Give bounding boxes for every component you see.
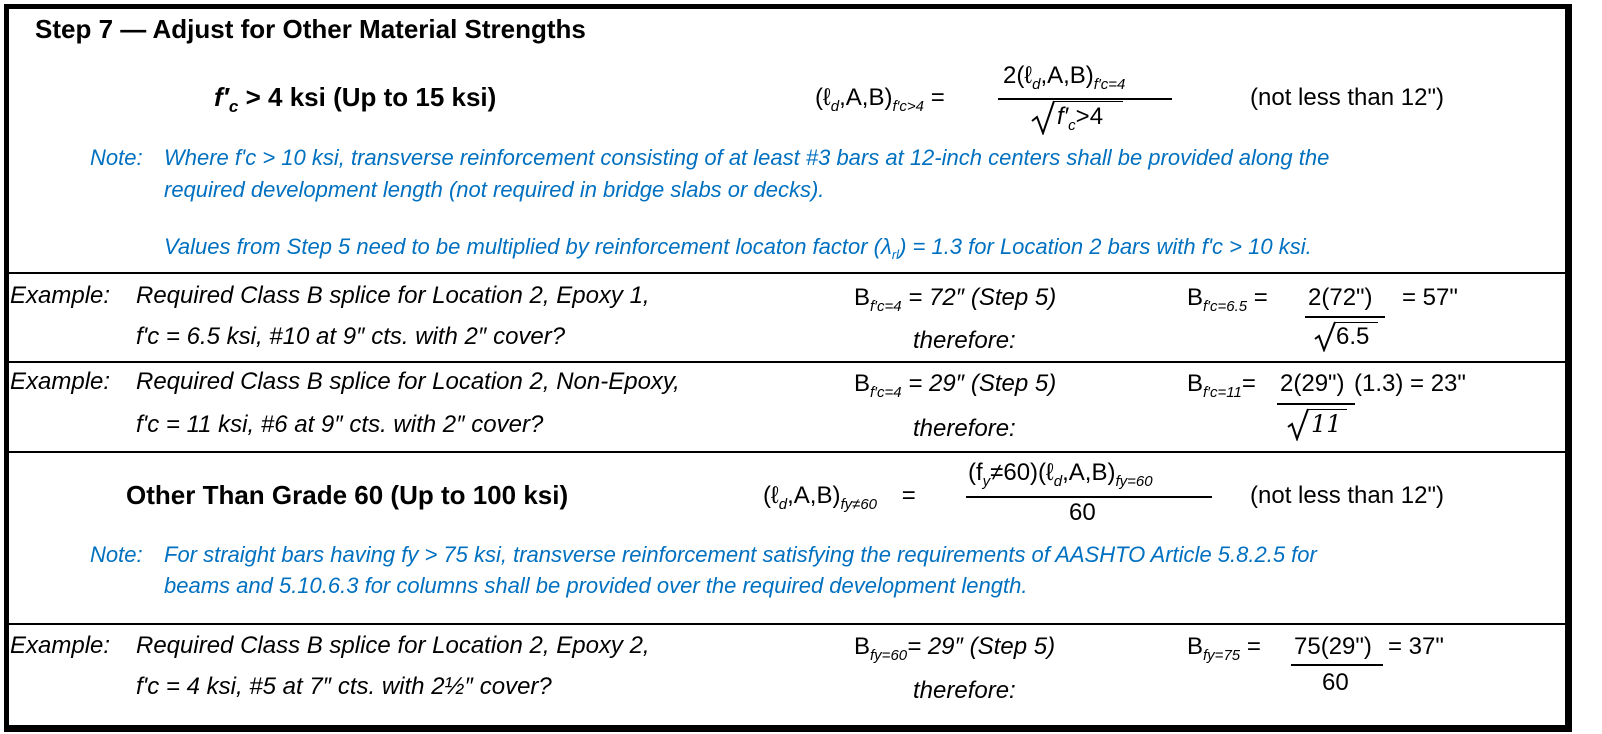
grade-note-label: Note: <box>90 542 143 567</box>
given-sub: f′c=4 <box>870 384 902 401</box>
given-b: B <box>854 284 871 311</box>
concrete-fraction-bar <box>998 98 1172 100</box>
sqrt-vinculum <box>1053 101 1123 102</box>
lhs-sub-d: d <box>830 98 840 115</box>
result-b: B <box>1187 370 1204 397</box>
grade-formula-lhs <box>763 482 916 513</box>
result-sub: f′c=11 <box>1203 384 1242 401</box>
lhs-rest: ,A,B) <box>839 84 893 111</box>
example1-result-den: 6.5 <box>1336 323 1370 350</box>
example1-result-num: 2(72") <box>1308 284 1373 311</box>
result-sub: fy=75 <box>1203 647 1241 664</box>
note3-text-b: ) = 1.3 for Location 2 bars with f'c > 10 ksi. <box>899 234 1312 259</box>
given-rest: = 29″ (Step 5) <box>908 370 1057 397</box>
example2-line2: f'c = 11 ksi, #6 at 9″ cts. with 2″ cover? <box>136 411 544 438</box>
result-eq: = <box>1241 370 1256 397</box>
concrete-limit: (not less than 12") <box>1250 84 1444 111</box>
den-sub-c: c <box>1068 117 1076 134</box>
example2-result-lhs <box>1187 370 1256 401</box>
note3-sub: rl <box>891 247 900 262</box>
grade-formula-denominator: 60 <box>1069 499 1096 526</box>
result-eq: = <box>1246 633 1261 660</box>
given-sub: f′c=4 <box>870 298 902 315</box>
lhs-cond: fy≠60 <box>840 496 878 513</box>
example3-result-den: 60 <box>1322 669 1349 696</box>
example1-therefore: therefore: <box>913 327 1016 354</box>
den-rest: >4 <box>1075 103 1104 130</box>
result-b: B <box>1187 284 1204 311</box>
example2-given <box>854 370 1056 401</box>
example2-result-den: 11 <box>1311 410 1342 438</box>
given-b: B <box>854 633 871 660</box>
num-cond: f′c=4 <box>1093 76 1126 93</box>
concrete-note-line2: required development length (not required in bridge slabs or decks). <box>164 177 825 202</box>
num-a-sub: y <box>982 473 991 490</box>
given-sub: fy=60 <box>870 647 908 664</box>
example3-result-lhs <box>1187 633 1261 664</box>
concrete-formula-lhs <box>815 84 945 115</box>
given-b: B <box>854 370 871 397</box>
example1-line2: f'c = 6.5 ksi, #10 at 9″ cts. with 2″ cover? <box>136 323 566 350</box>
num-c: ,A,B) <box>1062 459 1116 486</box>
grade-fraction-bar <box>966 496 1212 498</box>
example3-therefore: therefore: <box>913 677 1016 704</box>
lhs-cond: f′c>4 <box>892 98 925 115</box>
example2-therefore: therefore: <box>913 415 1016 442</box>
concrete-title <box>214 82 496 117</box>
step-heading: Step 7 — Adjust for Other Material Strengths <box>35 14 586 44</box>
lhs-sub-d: d <box>778 496 788 513</box>
given-rest: = 72″ (Step 5) <box>908 284 1057 311</box>
grade-title: Other Than Grade 60 (Up to 100 ksi) <box>126 480 569 510</box>
example3-fraction-bar <box>1291 664 1383 666</box>
example2-result-factor: (1.3) = 23" <box>1354 370 1466 397</box>
divider-2 <box>4 361 1565 363</box>
prime-symbol: ′ <box>222 82 229 112</box>
example2-label: Example: <box>10 368 111 395</box>
sqrt-sign-icon <box>1030 99 1056 135</box>
num-rest: ,A,B) <box>1040 62 1094 89</box>
divider-3 <box>4 451 1565 453</box>
sqrt-sign-icon <box>1286 407 1310 441</box>
fc-subscript: c <box>228 97 239 116</box>
grade-limit: (not less than 12") <box>1250 482 1444 509</box>
example2-line1: Required Class B splice for Location 2, Non-Epoxy, <box>136 368 680 395</box>
fc-symbol: f <box>214 82 223 112</box>
example1-line1: Required Class B splice for Location 2, Epoxy 1, <box>136 282 650 309</box>
concrete-note-label: Note: <box>90 145 143 170</box>
lhs-ell: (ℓ <box>815 84 831 111</box>
lhs-ell: (ℓ <box>763 482 779 509</box>
example1-label: Example: <box>10 282 111 309</box>
grade-note-line1: For straight bars having fy > 75 ksi, transverse reinforcement satisfying the requirements of AASHTO Article 5.8.2.5 for <box>164 542 1317 567</box>
concrete-note-line3 <box>164 234 1312 262</box>
num-text: 2(ℓ <box>1003 62 1033 89</box>
example2-result-num: 2(29") <box>1280 370 1345 397</box>
sqrt-sign-icon <box>1313 320 1337 352</box>
lhs-equals: = <box>930 84 945 111</box>
num-a: (f <box>968 459 983 486</box>
num-b: ≠60)(ℓ <box>990 459 1054 486</box>
example3-given <box>854 633 1055 664</box>
result-eq: = <box>1253 284 1268 311</box>
concrete-note-line1: Where f'c > 10 ksi, transverse reinforcement consisting of at least #3 bars at 12-inch centers shall be provided along the <box>164 145 1330 170</box>
lhs-equals: = <box>901 482 916 509</box>
example1-given <box>854 284 1056 315</box>
example3-result-value: = 37" <box>1388 633 1444 660</box>
divider-4 <box>4 623 1565 625</box>
example2-fraction-bar <box>1277 403 1355 405</box>
example3-line1: Required Class B splice for Location 2, Epoxy 2, <box>136 632 650 659</box>
result-sub: f′c=6.5 <box>1203 298 1248 315</box>
example3-line2: f'c = 4 ksi, #5 at 7″ cts. with 2½″ cover? <box>136 673 552 700</box>
num-sub-d: d <box>1032 76 1041 93</box>
grade-note-line2: beams and 5.10.6.3 for columns shall be provided over the required development length. <box>164 573 1028 598</box>
example1-fraction-bar <box>1305 316 1385 318</box>
example3-label: Example: <box>10 632 111 659</box>
num-b-sub: d <box>1053 473 1063 490</box>
given-rest: = 29″ (Step 5) <box>907 633 1056 660</box>
example3-result-num: 75(29") <box>1294 633 1372 660</box>
concrete-title-text: > 4 ksi (Up to 15 ksi) <box>245 82 497 112</box>
divider-1 <box>4 272 1565 274</box>
grade-formula-numerator <box>968 459 1153 490</box>
example1-result-value: = 57" <box>1402 284 1458 311</box>
concrete-formula-denominator <box>1057 103 1103 134</box>
lhs-rest: ,A,B) <box>787 482 841 509</box>
concrete-formula-numerator <box>1003 62 1125 93</box>
num-cond: fy=60 <box>1115 473 1153 490</box>
den-f: f′ <box>1057 103 1069 130</box>
note3-text-a: Values from Step 5 need to be multiplied by reinforcement locaton factor (λ <box>164 234 892 259</box>
example1-result-lhs <box>1187 284 1268 315</box>
result-b: B <box>1187 633 1204 660</box>
